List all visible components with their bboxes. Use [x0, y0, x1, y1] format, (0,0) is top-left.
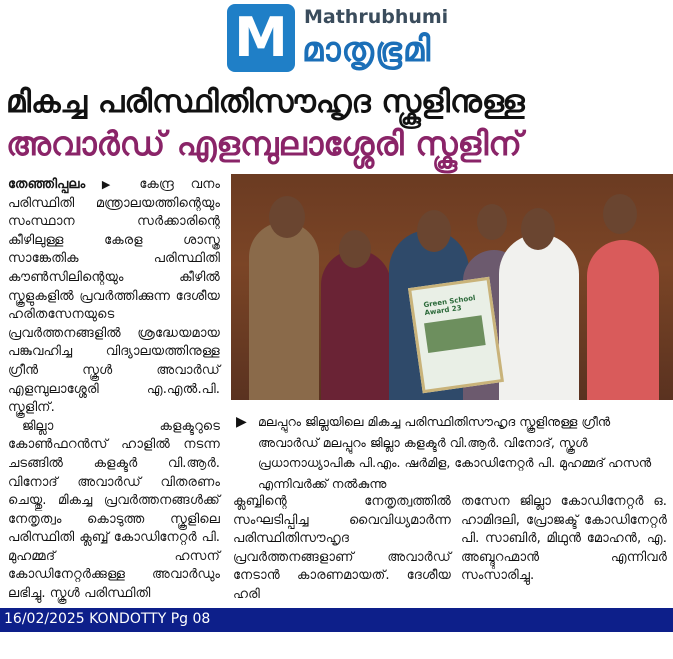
photo-caption: മലപ്പുറം ജില്ലയിലെ മികച്ച പരിസ്ഥിതിസൗഹൃദ സ്കൂളിനുള്ള ഗ്രീൻ അവാർഡ് മലപ്പുറം ജില്ലാ കളക്ടർ വി.ആർ. വിനോദ്, സ്കൂൾ പ്രധാനാധ്യാപിക പി.എം. ഷർമിള, കോഡിനേറ്റർ പി. മുഹമ്മദ് ഹസൻ എന്നിവർക്ക് നൽകുന്നു — [258, 414, 652, 491]
headline-line-1: മികച്ച പരിസ്ഥിതിസൗഹൃദ സ്കൂളിനുള്ള — [6, 84, 525, 120]
masthead — [0, 0, 673, 80]
caption-play-icon: ▶ — [236, 414, 247, 430]
triangle-bullet-icon: ▶ — [101, 178, 123, 191]
article-paragraph-1-text: കേന്ദ്ര വനം പരിസ്ഥിതി മന്ത്രാലയത്തിന്റെയും സംസ്ഥാന സർക്കാരിന്റെ കീഴിലുള്ള കേരള ശാസ്ത്ര സാങ്കേതിക പരിസ്ഥിതി കൗൺസിലിന്റെയും കീഴിൽ സ്കൂളുകളിൽ പ്രവർത്തിക്കുന്ന ദേശീയ ഹരിതസേനയുടെ പ്രവർത്തനങ്ങളിൽ ശ്രദ്ധേയമായ പങ്കുവഹിച്ച വിദ്യാലയത്തിനുള്ള ഗ്രീൻ സ്കൂൾ അവാർഡ് എളമ്പുലാശ്ശേരി എ.എൽ.പി. സ്കൂളിന്. — [8, 177, 220, 416]
award-certificate — [408, 277, 504, 393]
article-paragraph-1 — [8, 176, 220, 418]
certificate-school-picture — [424, 315, 486, 353]
article-paragraph-2: ജില്ലാ കളക്ടറുടെ കോൺഫറൻസ് ഹാളിൽ നടന്ന ചടങ്ങിൽ കളക്ടർ വി.ആർ. വിനോദ് അവാർഡ് വിതരണം ചെയ്തു. മികച്ച പ്രവർത്തനങ്ങൾക്ക് നേതൃത്വം കൊടുത്ത സ്കൂളിലെ പരിസ്ഥിതി ക്ലബ്ബ് കോഡിനേറ്റർ പി. മുഹമ്മദ് ഹസന് കോഡിനേറ്റർക്കുള്ള അവാർഡും ലഭിച്ചു. സ്കൂൾ പരിസ്ഥിതി — [8, 418, 220, 602]
certificate-title: Green School Award 23 — [422, 293, 476, 318]
footer-edition-info: 16/02/2025 KONDOTTY Pg 08 — [4, 611, 211, 627]
mathrubhumi-logo-icon: M — [227, 4, 295, 72]
brand-name-english: Mathrubhumi — [304, 6, 449, 28]
brand-name-malayalam: മാതൃഭൂമി — [302, 30, 432, 70]
article-column-right: തസേന ജില്ലാ കോഡിനേറ്റർ ഒ. ഹാമിദലി, പ്രോജക്ട് കോഡിനേറ്റർ പി. സാബിർ, മിഥുൻ മോഹൻ, എ. അബ്ദുറഹ്മാൻ എന്നിവർ സംസാരിച്ചു. — [461, 494, 667, 584]
headline-line-2: അവാർഡ് എളമ്പുലാശ്ശേരി സ്കൂളിന് — [6, 124, 522, 163]
article-column-left — [8, 176, 220, 604]
article-dateline: തേഞ്ഞിപ്പലം — [8, 177, 86, 192]
article-column-middle: ക്ലബ്ബിന്റെ നേതൃത്വത്തിൽ സംഘടിപ്പിച്ച വൈവിധ്യമാർന്ന പരിസ്ഥിതിസൗഹൃദ പ്രവർത്തനങ്ങളാണ് അവാർഡ് നേടാൻ കാരണമായത്. ദേശീയ ഹരി — [233, 494, 451, 602]
news-photo — [231, 174, 673, 400]
